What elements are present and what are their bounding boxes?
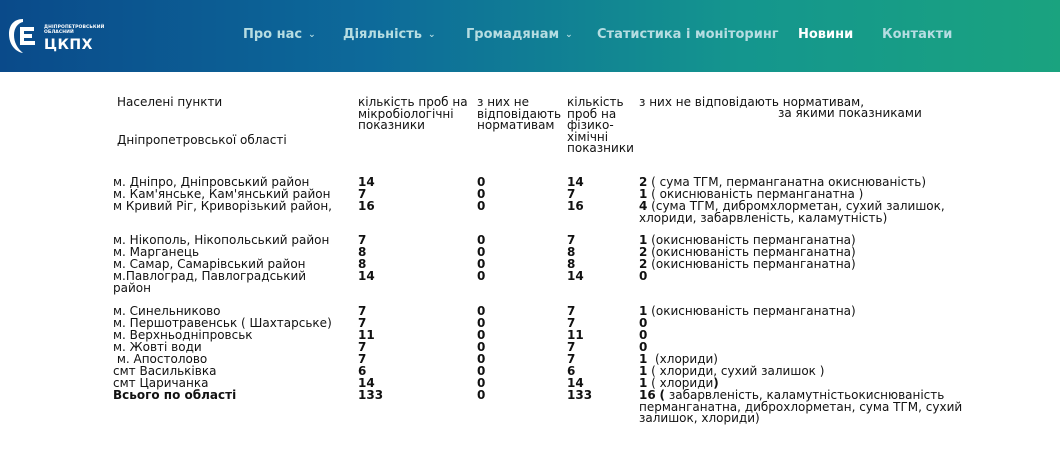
- total-micro-bad: 0: [477, 388, 486, 402]
- cell-chem-bad: 0: [639, 269, 648, 283]
- total-detail-open: (: [659, 388, 666, 402]
- cell-chem-bad: 2: [639, 245, 648, 259]
- chevron-down-icon: ⌄: [428, 30, 436, 40]
- cell-micro-bad: 0: [477, 364, 486, 378]
- cell-micro: 7: [358, 233, 367, 247]
- cell-micro-bad: 0: [477, 340, 486, 354]
- cell-chem-bad: 0: [639, 316, 648, 330]
- cell-chem-bad: 1: [639, 364, 648, 378]
- cell-micro-bad: 0: [477, 328, 486, 342]
- total-detail: забарвленість, каламутністьокиснюваність перманганатна, диброхлорметан, сума ТГМ, сухий залишок, хлориди): [639, 388, 963, 425]
- cell-place: смт Васильківка: [113, 364, 217, 378]
- header-chem-noncompliant-line1: з них не відповідають нормативам,: [639, 95, 865, 109]
- cell-detail: (хлориди): [647, 352, 718, 366]
- cell-chem-bad: 0: [639, 340, 648, 354]
- cell-micro: 16: [358, 199, 375, 213]
- nav-label: Про нас: [243, 27, 303, 42]
- cell-chem: 11: [567, 328, 584, 342]
- cell-place: м. Верхньодніпровськ: [113, 328, 253, 342]
- cell-micro: 7: [358, 316, 367, 330]
- cell-chem: 7: [567, 187, 576, 201]
- cell-place: м. Кам'янське, Кам'янський район: [113, 187, 331, 201]
- cell-chem: 8: [567, 245, 576, 259]
- cell-place: м. Дніпро, Дніпровський район: [113, 175, 310, 189]
- cell-micro: 14: [358, 175, 375, 189]
- total-chem: 133: [567, 388, 593, 402]
- nav-label: Контакти: [882, 27, 953, 42]
- cell-chem: 8: [567, 257, 576, 271]
- cell-chem: 7: [567, 233, 576, 247]
- cell-chem: 7: [567, 340, 576, 354]
- cell-chem-bad: 1: [639, 304, 648, 318]
- cell-chem-bad: 1: [639, 352, 648, 366]
- cell-chem: 14: [567, 175, 584, 189]
- nav-label: Громадянам: [466, 27, 560, 42]
- cell-micro-bad: 0: [477, 269, 486, 283]
- cell-micro: 7: [358, 340, 367, 354]
- cell-detail: (окиснюваність перманганатна): [647, 233, 856, 247]
- cell-chem-bad: 0: [639, 328, 648, 342]
- cell-chem-bad: 1: [639, 233, 648, 247]
- cell-micro: 8: [358, 245, 367, 259]
- cell-detail: (окиснюваність перманганатна): [647, 245, 856, 259]
- cell-detail: ( хлориди, сухий залишок ): [647, 364, 825, 378]
- cell-place: смт Царичанка: [113, 376, 209, 390]
- nav-label: Статистика і моніторинг: [597, 27, 779, 42]
- cell-chem-bad: 2: [639, 257, 648, 271]
- cell-place: м. Марганець: [113, 245, 200, 259]
- cell-micro-bad: 0: [477, 187, 486, 201]
- chevron-down-icon: ⌄: [565, 30, 573, 40]
- chevron-down-icon: ⌄: [308, 30, 316, 40]
- cell-chem: 7: [567, 352, 576, 366]
- logo-caption-line1: ДНІПРОПЕТРОВСЬКИЙ: [44, 25, 105, 30]
- nav-label: Діяльність: [343, 27, 423, 42]
- cell-detail: (окиснюваність перманганатна): [647, 257, 856, 271]
- header-places-line1: Населені пункти: [117, 95, 223, 109]
- cell-micro: 14: [358, 269, 375, 283]
- cell-place: м. Самар, Самарівський район: [113, 257, 306, 271]
- total-chem-bad: 16: [639, 388, 656, 402]
- cell-micro-bad: 0: [477, 257, 486, 271]
- cell-micro-bad: 0: [477, 199, 486, 213]
- header-chem-noncompliant-line2: за якими показниками: [778, 106, 922, 120]
- cell-place: м. Нікополь, Нікопольський район: [113, 233, 330, 247]
- cell-chem-bad: 1: [639, 376, 648, 390]
- header-chem-samples: кількість проб на фізико-хімічні показники: [567, 95, 634, 155]
- total-micro: 133: [358, 388, 384, 402]
- cell-chem-bad: 4: [639, 199, 648, 213]
- logo-caption-line2: ОБЛАСНИЙ: [44, 30, 74, 35]
- logo-title: ЦКПХ: [44, 37, 93, 53]
- cell-place: м. Першотравенськ ( Шахтарське): [113, 316, 332, 330]
- cell-micro: 8: [358, 257, 367, 271]
- cell-micro-bad: 0: [477, 376, 486, 390]
- cell-micro: 7: [358, 187, 367, 201]
- cell-micro-bad: 0: [477, 316, 486, 330]
- cell-place: м.Павлоград, Павлоградський район: [113, 269, 307, 295]
- total-place: Всього по області: [113, 388, 237, 402]
- cell-detail: (окиснюваність перманганатна): [647, 304, 856, 318]
- cell-detail-close: ): [713, 376, 719, 390]
- cell-micro: 11: [358, 328, 375, 342]
- cell-place: м. Жовті води: [113, 340, 202, 354]
- cell-place: м. Синельниково: [113, 304, 221, 318]
- cell-chem: 14: [567, 376, 584, 390]
- cell-chem-bad: 1: [639, 187, 648, 201]
- cell-chem: 16: [567, 199, 584, 213]
- cell-micro-bad: 0: [477, 245, 486, 259]
- cell-chem: 14: [567, 269, 584, 283]
- cell-micro: 6: [358, 364, 367, 378]
- header-micro-noncompliant: з них не відповідають нормативам: [477, 95, 562, 132]
- cell-micro: 14: [358, 376, 375, 390]
- cell-chem: 7: [567, 304, 576, 318]
- cell-detail: (сума ТГМ, дибромхлорметан, сухий залишок, хлориди, забарвленість, каламутність): [639, 199, 945, 225]
- cell-micro: 7: [358, 352, 367, 366]
- cell-micro-bad: 0: [477, 352, 486, 366]
- cell-micro-bad: 0: [477, 175, 486, 189]
- cell-micro-bad: 0: [477, 304, 486, 318]
- cell-chem: 7: [567, 316, 576, 330]
- cell-detail: ( хлориди: [647, 376, 714, 390]
- cell-micro-bad: 0: [477, 233, 486, 247]
- header-micro-samples: кількість проб на мікробіологічні показники: [358, 95, 468, 132]
- cell-micro: 7: [358, 304, 367, 318]
- cell-chem: 6: [567, 364, 576, 378]
- nav-label: Новини: [798, 27, 854, 42]
- cell-detail: ( окиснюваність перманганатна ): [647, 187, 864, 201]
- header-places-line2: Дніпропетровської області: [117, 133, 287, 147]
- cell-detail: ( сума ТГМ, перманганатна окиснюваність): [647, 175, 927, 189]
- cell-place: м. Апостолово: [113, 352, 208, 366]
- cell-chem-bad: 2: [639, 175, 648, 189]
- cell-place: м Кривий Ріг, Криворізький район,: [113, 199, 332, 213]
